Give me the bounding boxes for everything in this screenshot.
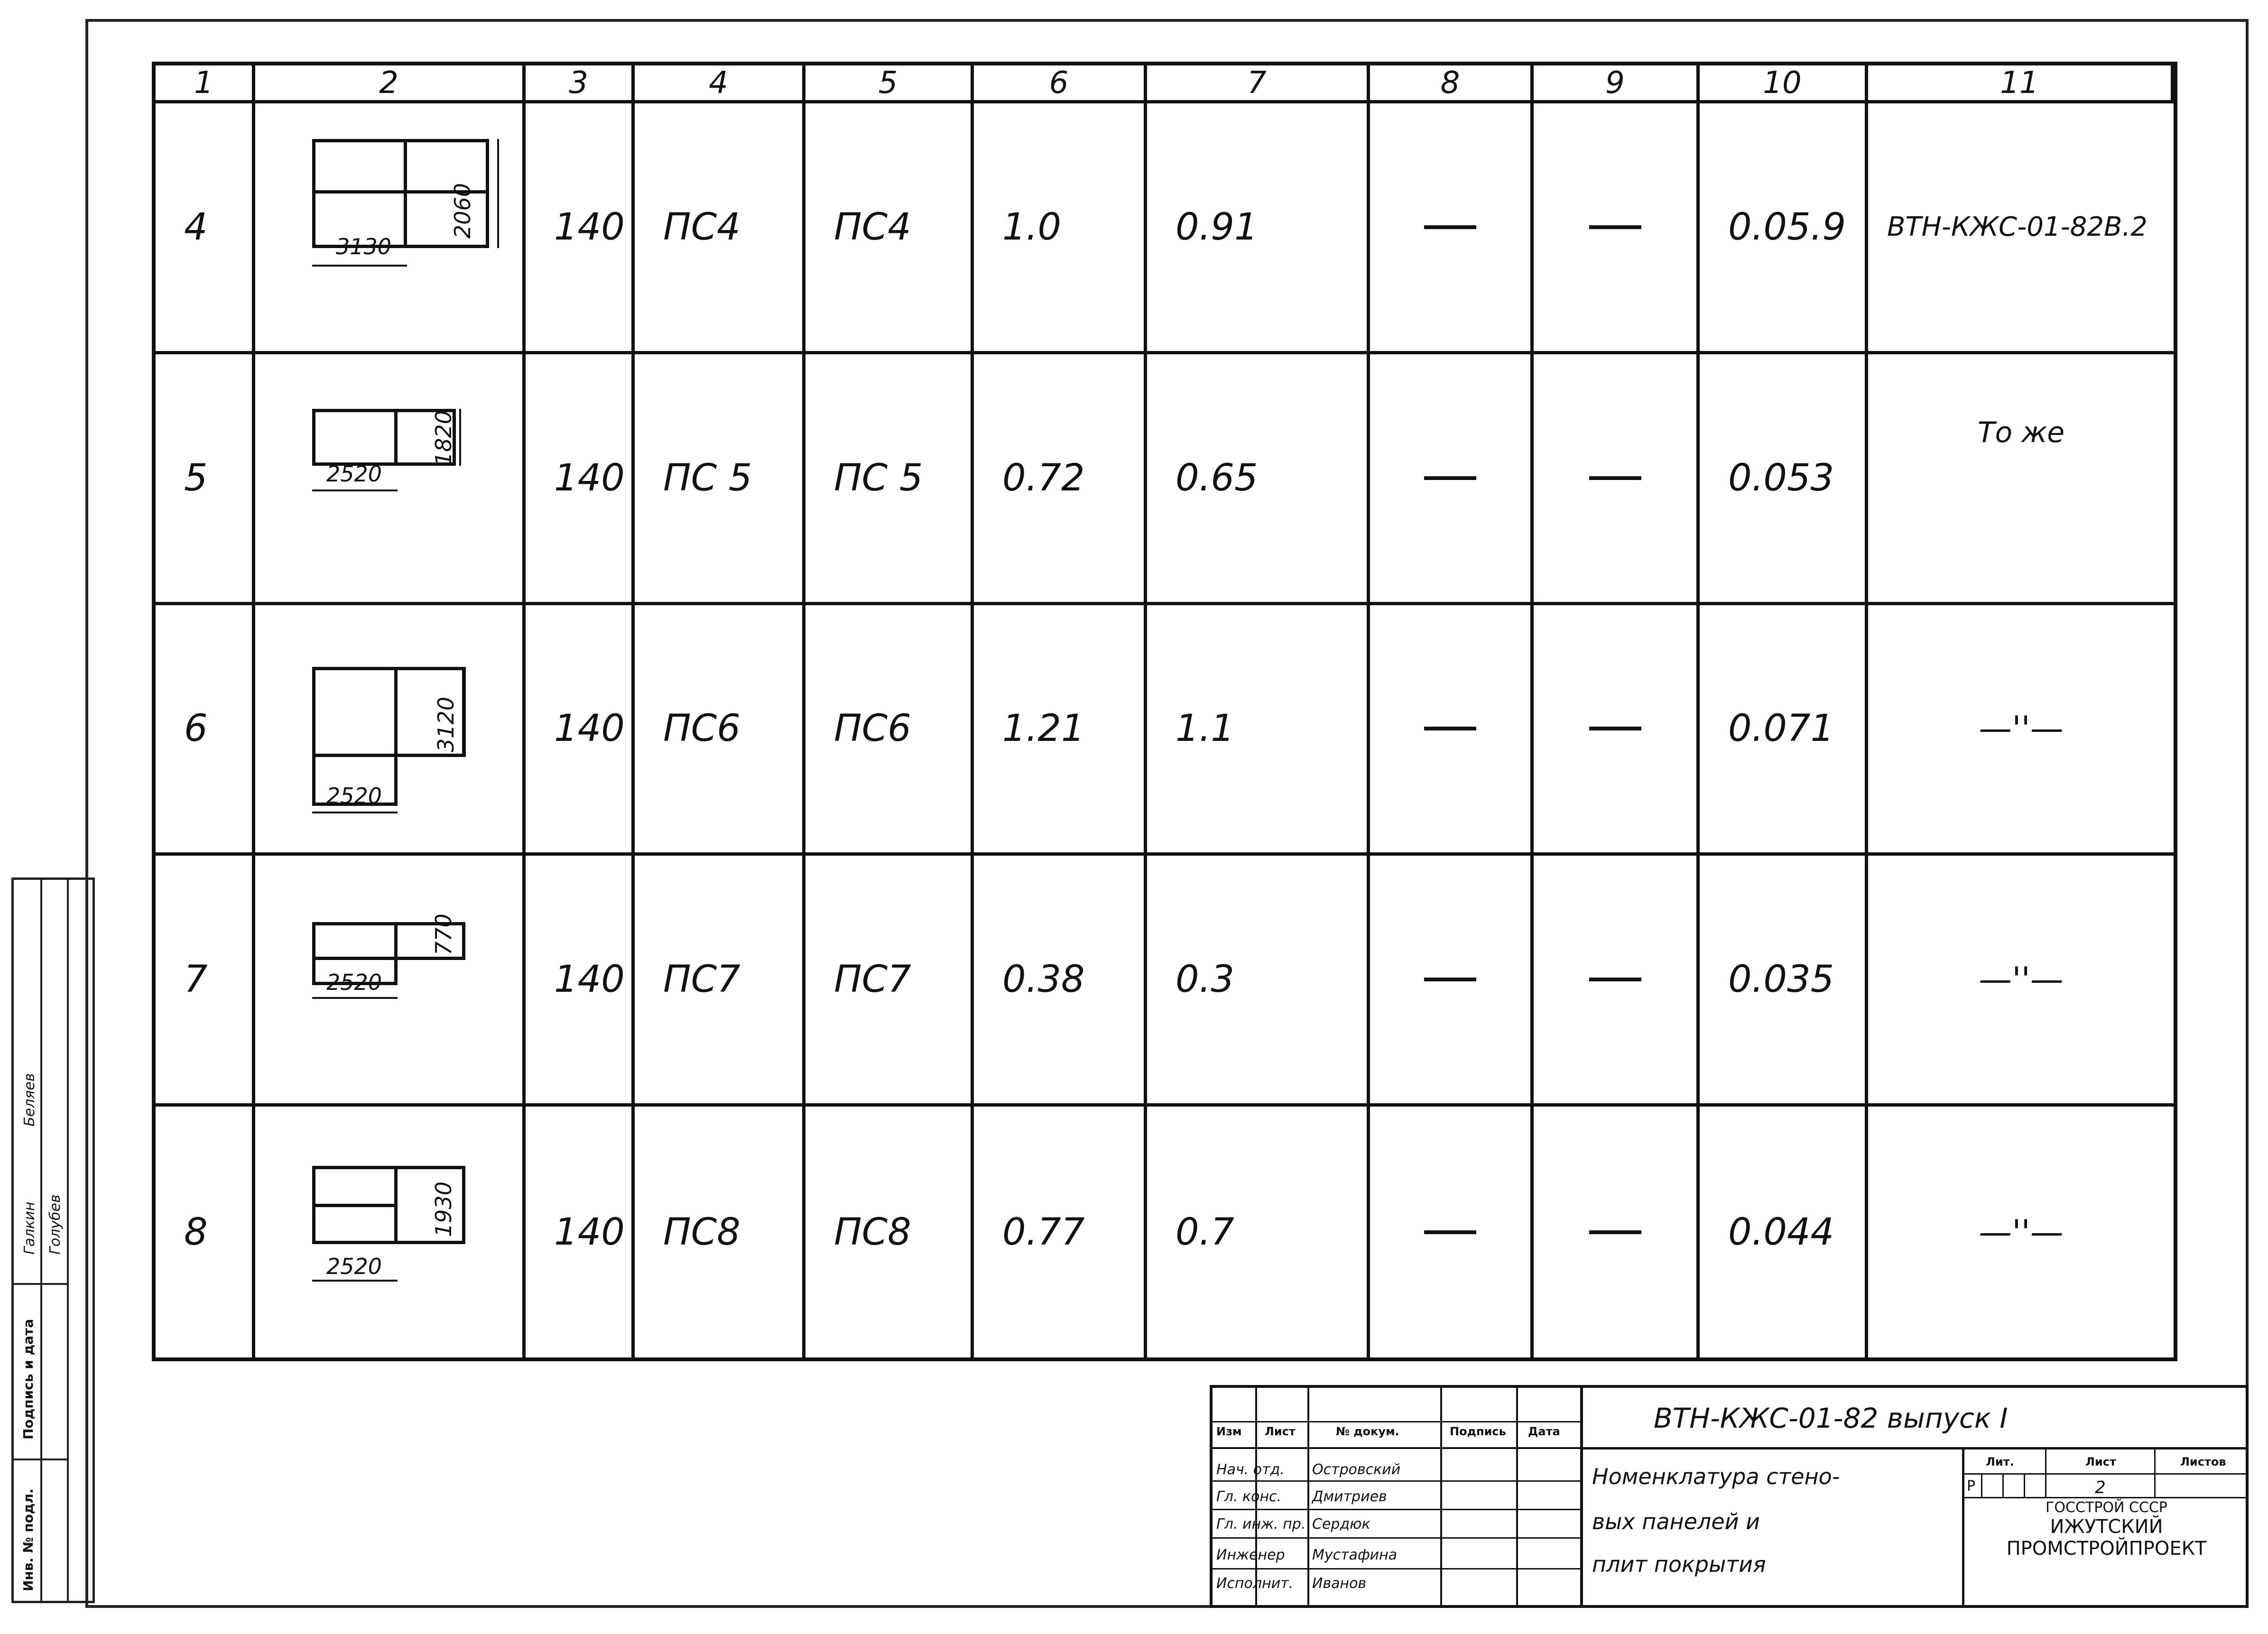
col-header: 1 xyxy=(156,65,255,103)
volume: 0.38 xyxy=(974,856,1147,1107)
volume: 1.0 xyxy=(974,103,1147,354)
tb-col-header: Лист xyxy=(1265,1425,1296,1438)
width-dimension: 2520 xyxy=(326,783,382,809)
height-dimension: 3120 xyxy=(433,696,459,752)
panel-mark: ПС8 xyxy=(635,1107,805,1357)
weight: 0.65 xyxy=(1147,354,1370,605)
stamp-entry: Голубев xyxy=(47,1194,64,1255)
col-header: 6 xyxy=(974,65,1147,103)
col-header: 9 xyxy=(1534,65,1700,103)
panel-mark: ПС6 xyxy=(635,605,805,856)
height-dimension: 770 xyxy=(431,914,456,956)
empty-dash xyxy=(1534,354,1700,605)
col-header: 3 xyxy=(526,65,635,103)
empty-dash xyxy=(1534,605,1700,856)
staff-name: Иванов xyxy=(1312,1575,1367,1592)
steel-value: 0.053 xyxy=(1700,354,1868,605)
width-dimension: 2520 xyxy=(326,461,382,487)
meta-header: Листов xyxy=(2180,1455,2226,1468)
document-code: ВТН-КЖС-01-82 выпуск I xyxy=(1654,1402,2008,1434)
panel-sketch xyxy=(255,605,526,856)
panel-mark: ПС 5 xyxy=(635,354,805,605)
reference: —''— xyxy=(1979,1212,2064,1252)
col-header: 4 xyxy=(635,65,805,103)
tb-col-header: Изм xyxy=(1216,1425,1242,1438)
weight: 0.7 xyxy=(1147,1107,1370,1357)
staff-role: Нач. отд. xyxy=(1216,1461,1285,1478)
staff-name: Дмитриев xyxy=(1312,1488,1387,1505)
panel-mark-alt: ПС4 xyxy=(805,103,974,354)
steel-value: 0.05.9 xyxy=(1700,103,1868,354)
panel-mark: ПС7 xyxy=(635,856,805,1107)
width-dimension: 3130 xyxy=(336,234,392,259)
col-header: 8 xyxy=(1370,65,1534,103)
col-header: 10 xyxy=(1700,65,1868,103)
volume: 0.72 xyxy=(974,354,1147,605)
steel-value: 0.044 xyxy=(1700,1107,1868,1357)
panel-sketch xyxy=(255,1107,526,1357)
thickness: 140 xyxy=(526,354,635,605)
empty-dash xyxy=(1534,856,1700,1107)
title-block xyxy=(1210,1385,2249,1608)
staff-name: Островский xyxy=(1312,1461,1401,1478)
lit-value: Р xyxy=(1967,1478,1976,1495)
staff-role: Исполнит. xyxy=(1216,1575,1294,1592)
col-header: 7 xyxy=(1147,65,1370,103)
panel-sketch xyxy=(255,856,526,1107)
staff-name: Сердюк xyxy=(1312,1516,1370,1532)
width-dimension: 2520 xyxy=(326,1254,382,1280)
reference: ВТН-КЖС-01-82В.2 xyxy=(1868,103,2174,354)
meta-header: Лист xyxy=(2085,1455,2116,1468)
col-header: 11 xyxy=(1868,65,2174,103)
empty-dash xyxy=(1370,856,1534,1107)
org-line: ПРОМСТРОЙПРОЕКТ xyxy=(2006,1538,2207,1560)
sheet-title-line: плит покрытия xyxy=(1592,1551,1766,1577)
staff-role: Инженер xyxy=(1216,1547,1285,1563)
thickness: 140 xyxy=(526,605,635,856)
sheet-number: 2 xyxy=(2095,1478,2106,1497)
width-dimension: 2520 xyxy=(326,969,382,996)
thickness: 140 xyxy=(526,103,635,354)
col-header: 5 xyxy=(805,65,974,103)
height-dimension: 1820 xyxy=(431,410,456,466)
row-number: 5 xyxy=(156,354,255,605)
panel-mark: ПС4 xyxy=(635,103,805,354)
height-dimension: 2060 xyxy=(450,183,475,239)
thickness: 140 xyxy=(526,856,635,1107)
empty-dash xyxy=(1370,354,1534,605)
weight: 0.91 xyxy=(1147,103,1370,354)
stamp-entry: Беляев xyxy=(21,1073,38,1126)
weight: 0.3 xyxy=(1147,856,1370,1107)
empty-dash xyxy=(1370,103,1534,354)
thickness: 140 xyxy=(526,1107,635,1357)
reference: —''— xyxy=(1868,856,2174,1107)
weight: 1.1 xyxy=(1147,605,1370,856)
reference: —''— xyxy=(1868,605,2174,856)
staff-role: Гл. конс. xyxy=(1216,1488,1282,1505)
row-number: 8 xyxy=(156,1107,255,1357)
empty-dash xyxy=(1370,1107,1534,1357)
volume: 0.77 xyxy=(974,1107,1147,1357)
org-line: ГОССТРОЙ СССР xyxy=(2046,1499,2167,1516)
col-header: 2 xyxy=(255,65,526,103)
row-number: 7 xyxy=(156,856,255,1107)
empty-dash xyxy=(1370,605,1534,856)
org-line: ИЖУТСКИЙ xyxy=(2050,1516,2163,1538)
volume: 1.21 xyxy=(974,605,1147,856)
row-number: 6 xyxy=(156,605,255,856)
meta-header: Лит. xyxy=(1986,1455,2014,1468)
stamp-entry: Галкин xyxy=(21,1201,38,1255)
panel-sketch xyxy=(255,354,526,605)
panel-table xyxy=(152,62,2177,1361)
steel-value: 0.071 xyxy=(1700,605,1868,856)
tb-col-header: Дата xyxy=(1528,1425,1560,1438)
tb-col-header: № докум. xyxy=(1336,1425,1399,1438)
panel-mark-alt: ПС6 xyxy=(805,605,974,856)
margin-stamp xyxy=(11,877,95,1603)
staff-role: Гл. инж. пр. xyxy=(1216,1516,1306,1532)
steel-value: 0.035 xyxy=(1700,856,1868,1107)
sheet-title-line: Номенклатура стено- xyxy=(1592,1464,1840,1489)
empty-dash xyxy=(1534,103,1700,354)
tb-col-header: Подпись xyxy=(1450,1425,1506,1438)
reference: То же xyxy=(1868,354,2174,605)
stamp-label: Инв. № подл. xyxy=(20,1488,36,1591)
panel-mark-alt: ПС7 xyxy=(805,856,974,1107)
row-number: 4 xyxy=(156,103,255,354)
sheet-title-line: вых панелей и xyxy=(1592,1509,1760,1534)
empty-dash xyxy=(1534,1107,1700,1357)
stamp-label: Подпись и дата xyxy=(20,1319,36,1440)
height-dimension: 1930 xyxy=(431,1182,456,1237)
panel-mark-alt: ПС8 xyxy=(805,1107,974,1357)
panel-sketch xyxy=(255,103,526,354)
staff-name: Мустафина xyxy=(1312,1547,1398,1563)
panel-mark-alt: ПС 5 xyxy=(805,354,974,605)
